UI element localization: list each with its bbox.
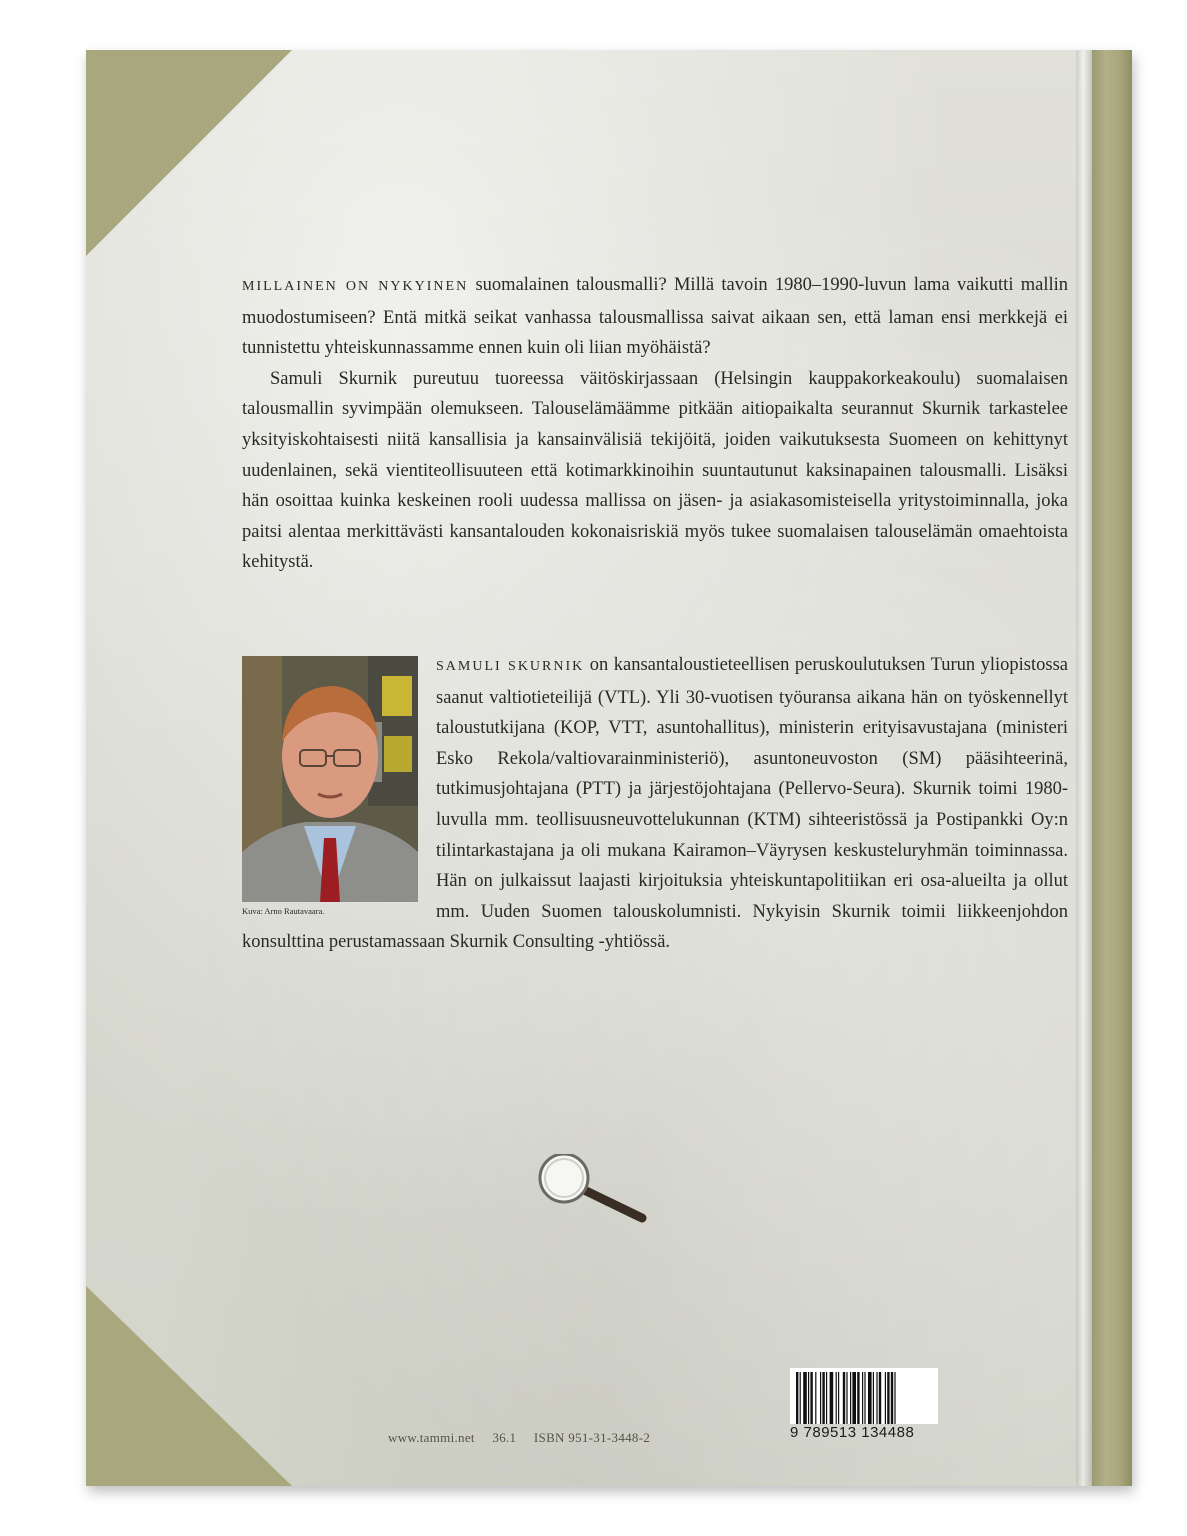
barcode-bar <box>873 1372 874 1424</box>
author-photo <box>242 656 418 902</box>
barcode-bar <box>879 1372 881 1424</box>
barcode-bar <box>803 1372 807 1424</box>
author-portrait-image <box>242 656 418 902</box>
class-code: 36.1 <box>492 1430 517 1445</box>
corner-bottom-left <box>86 1286 292 1486</box>
blurb-paragraph-1-text: suomalainen talousmalli? Millä tavoin 1980–1990-luvun lama vaikutti mallin muodostumiseen? Entä mitkä seikat vanhassa talousmallissa saivat aikaan sen, että laman ensi merkkejä ei tunnistettu yhteiskunnassamme ennen kuin oli liian myöhäistä? <box>242 275 1069 359</box>
barcode-bar <box>857 1372 859 1424</box>
corner-top-left <box>86 50 292 256</box>
barcode-bar <box>852 1372 856 1424</box>
barcode-bar <box>822 1372 824 1424</box>
barcode-bar <box>864 1372 865 1424</box>
barcode-bar <box>820 1372 821 1424</box>
photo-credit: Kuva: Arno Rautavaara. <box>242 906 325 916</box>
author-section <box>242 650 1068 958</box>
barcode-bar <box>868 1372 872 1424</box>
barcode-bar <box>887 1372 889 1424</box>
barcode-bar <box>862 1372 863 1424</box>
author-name-caps: SAMULI SKURNIK <box>436 659 585 674</box>
author-photo-frame <box>242 656 418 920</box>
magnifying-glass-icon <box>534 1154 650 1224</box>
blurb-paragraph-2: Samuli Skurnik pureutuu tuoreessa väitöskirjassaan (Helsingin kauppakorkeakoulu) suomalaisen talousmallin syvimpään olemukseen. Talouselämäämme pitkään aitiopaikalta seurannut Skurnik tarkastelee yksityiskohtaisesti niitä kansallisia ja kansainvälisiä tekijöitä, joiden vaikutuksesta Suomeen on kehittynyt uudenlainen, sekä vientiteollisuuteen että kotimarkkinoihin suuntautunut kaksinapainen talousmalli. Lisäksi hän osoittaa kuinka keskeinen rooli uudessa mallissa on jäsen- ja asiakasomisteisella yritystoiminnalla, joka paitsi alentaa merkittävästi kansantalouden kokonaisriskiä myös tukee suomalaisen talouselämän omaehtoista kehitystä. <box>242 368 1068 573</box>
blurb-lead-caps: MILLAINEN ON NYKYINEN <box>242 279 469 294</box>
barcode-bar <box>800 1372 801 1424</box>
barcode-bar <box>894 1372 895 1424</box>
book-back-cover <box>86 50 1132 1486</box>
barcode-number: 9 789513 134488 <box>790 1424 915 1441</box>
barcode-bar <box>796 1372 798 1424</box>
author-bio-text: on kansantaloustieteellisen peruskoulutuksen Turun yliopistossa saanut valtiotieteilijä (VTL). Yli 30-vuotisen työuransa aikana hän on työskennellyt taloustutkijana (KOP, VTT, asuntohallitus), ministerin erityisavustajana (ministeri Esko Rekola/valtiovarainministeriö), asuntoneuvoston (SM) pääsihteerinä, tutkimusjohtajana (PTT) ja järjestöjohtajana (Pellervo-Seura). Skurnik toimi 1980-luvulla mm. teollisuusneuvottelukunnan (KTM) sihteeristössä ja Postipankki Oy:n tilintarkastajana ja oli mukana Kairamon–Väyrysen keskusteluryhmän toiminnassa. Hän on julkaissut laajasti kirjoituksia yhteiskuntapolitiikan eri osa-alueilta ja ollut mm. Uuden Suomen talouskolumnisti. Nykyisin Skurnik toimii liikkeenjohdon konsulttina perustamassaan Skurnik Consulting -yhtiössä. <box>242 655 1068 953</box>
barcode-bar <box>838 1372 839 1424</box>
barcode-bar <box>808 1372 809 1424</box>
publisher-website: www.tammi.net <box>388 1430 475 1445</box>
barcode-bar <box>810 1372 812 1424</box>
barcode-bar <box>843 1372 845 1424</box>
barcode-bar <box>826 1372 827 1424</box>
blurb-paragraph-1 <box>242 270 1068 364</box>
barcode-bar <box>815 1372 816 1424</box>
barcode-bar <box>850 1372 851 1424</box>
barcode-bar <box>830 1372 834 1424</box>
isbn-text: ISBN 951-31-3448-2 <box>533 1430 651 1445</box>
barcode-bar <box>891 1372 893 1424</box>
publisher-footer <box>388 1430 664 1446</box>
blurb <box>242 270 1068 578</box>
barcode-bar <box>876 1372 877 1424</box>
barcode-bar <box>846 1372 847 1424</box>
barcode-bar <box>885 1372 886 1424</box>
barcode-bar <box>836 1372 837 1424</box>
